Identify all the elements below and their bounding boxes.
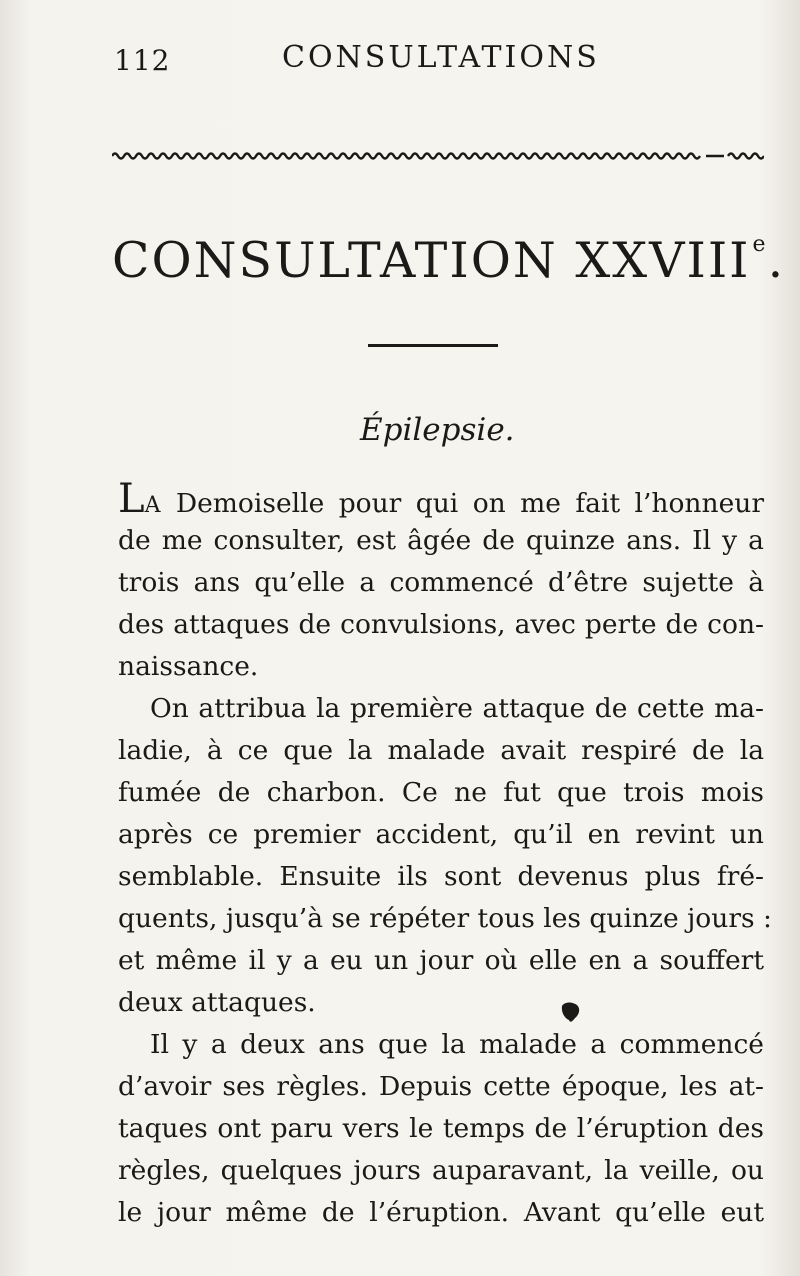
running-head — [0, 40, 800, 80]
line-text: Demoiselle pour qui on me fait l’honneur — [175, 488, 764, 519]
text-line: deux attaques. — [118, 987, 316, 1018]
heading-text: CONSULTATION XXVIII — [112, 232, 751, 289]
paragraph-3 — [118, 1024, 764, 1234]
text-line: de me consulter, est âgée de quinze ans. Il y a — [118, 525, 764, 556]
text-line: et même il y a eu un jour où elle en a souffert — [118, 945, 764, 976]
text-line: quents, jusqu’à se répéter tous les quinze jours : — [118, 903, 772, 934]
paragraph-2 — [118, 688, 772, 1024]
text-line: règles, quelques jours auparavant, la veille, ou — [118, 1155, 764, 1186]
small-cap: A — [144, 493, 162, 518]
text-line: On attribua la première attaque de cette ma- — [150, 693, 764, 724]
paragraph-1 — [118, 478, 764, 688]
text-line: fumée de charbon. Ce ne fut que trois mois — [118, 777, 764, 808]
body-text — [118, 476, 772, 1234]
drop-cap: L — [118, 476, 145, 522]
text-line: trois ans qu’elle a commencé d’être sujette à — [118, 567, 764, 598]
heading-period: . — [767, 232, 786, 289]
text-line: des attaques de convulsions, avec perte de con- — [118, 609, 764, 640]
text-line: d’avoir ses règles. Depuis cette époque, les at- — [118, 1071, 764, 1102]
text-line: ladie, à ce que la malade avait respiré de la — [118, 735, 764, 766]
running-title: CONSULTATIONS — [282, 40, 600, 75]
heading-superscript: e — [752, 232, 768, 257]
text-line: Il y a deux ans que la malade a commencé — [150, 1029, 764, 1060]
ink-blot — [558, 1000, 582, 1024]
text-line: le jour même de l’éruption. Avant qu’elle eut — [118, 1197, 764, 1228]
text-line: après ce premier accident, qu’il en revint un — [118, 819, 764, 850]
consultation-heading — [112, 232, 786, 289]
page-number: 112 — [114, 44, 171, 77]
text-line: semblable. Ensuite ils sont devenus plus fré- — [118, 861, 764, 892]
section-subtitle: Épilepsie. — [360, 412, 515, 448]
text-line: taques ont paru vers le temps de l’éruption des — [118, 1113, 764, 1144]
text-line: naissance. — [118, 651, 259, 682]
text-line — [118, 478, 764, 520]
heading-rule — [368, 344, 498, 347]
ornamental-rule — [112, 148, 764, 164]
